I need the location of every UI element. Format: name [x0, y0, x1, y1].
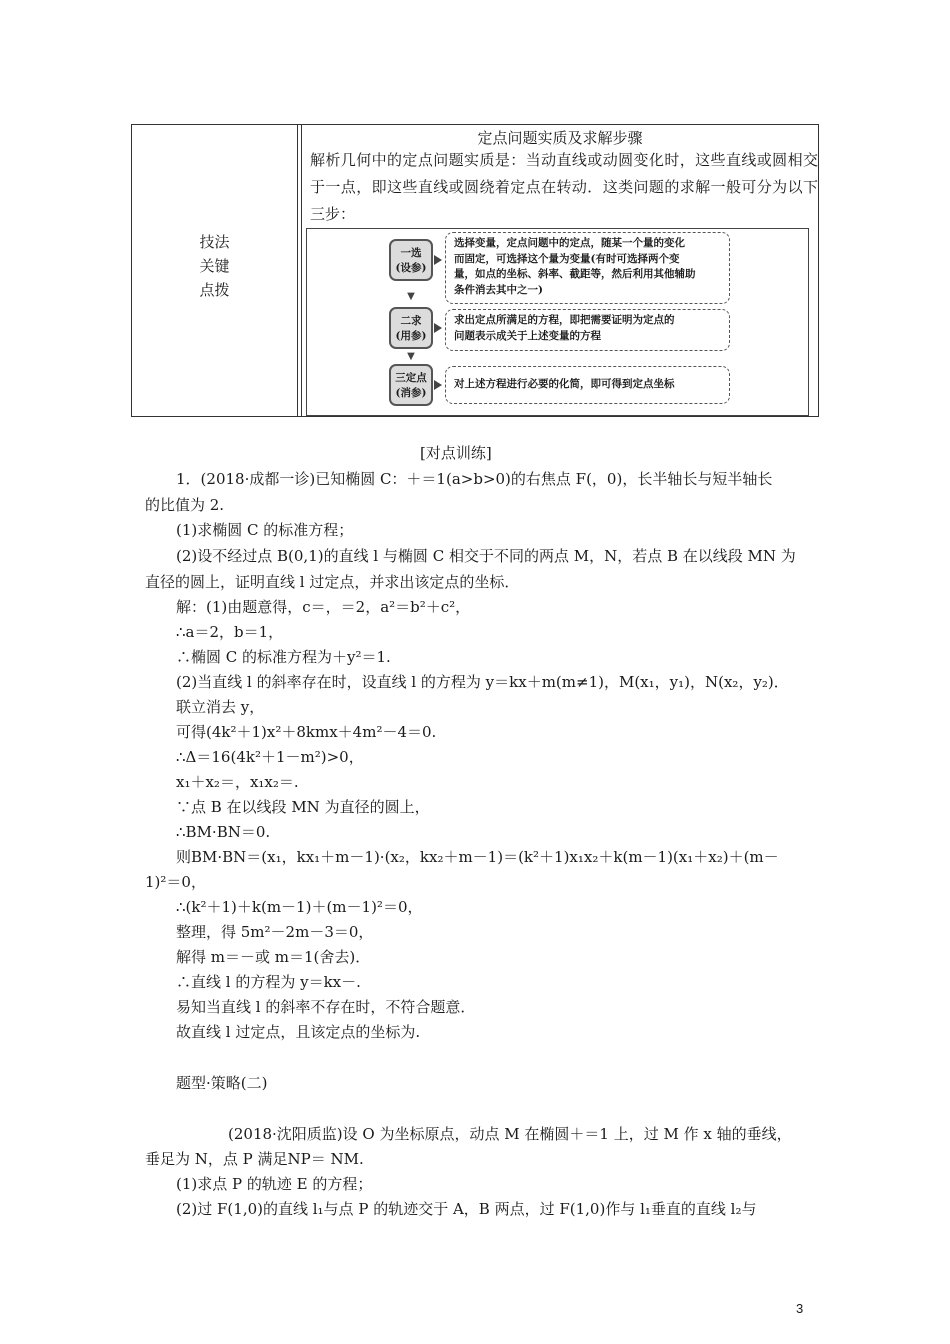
desc-line: 问题表示成关于上述变量的方程 — [454, 329, 601, 342]
arrow-right-icon — [434, 323, 442, 333]
desc-line: 选择变量，定点问题中的定点，随某一个量的变化 — [454, 237, 685, 249]
text-line: ∴a＝2，b＝1， — [176, 623, 284, 641]
table-cell-title: 定点问题实质及求解步骤 — [477, 129, 643, 147]
text-line: 则BM·BN＝(x₁，kx₁＋m－1)·(x₂，kx₂＋m－1)＝(k²＋1)x₁x₂＋k(m－1)(x₁＋x₂)＋(m－ — [176, 848, 779, 866]
text-line: 垂足为 N，点 P 满足NP＝ NM. — [145, 1150, 364, 1168]
text-line: (2018·沈阳质监)设 O 为坐标原点，动点 M 在椭圆＋＝1 上，过 M 作 x 轴的垂线， — [228, 1125, 792, 1143]
step-subname: (设参) — [395, 262, 427, 274]
text-line: x₁＋x₂＝，x₁x₂＝. — [176, 773, 299, 791]
text-line: ∴椭圆 C 的标准方程为＋y²＝1. — [176, 648, 391, 666]
arrow-right-icon — [434, 255, 442, 265]
table-cell-intro: 解析几何中的定点问题实质是：当动直线或动圆变化时，这些直线或圆相交于一点，即这些直线或圆绕着定点在转动．这类问题的求解一般可分为以下三步： — [310, 151, 818, 223]
text-line: 易知当直线 l 的斜率不存在时，不符合题意． — [176, 998, 476, 1016]
desc-line: 而固定，可选择这个量为变量(有时可选择两个变 — [454, 252, 680, 265]
text-line: 的比值为 2. — [145, 496, 225, 514]
text-line: 1．(2018·成都一诊)已知椭圆 C：＋＝1(a>b>0)的右焦点 F(，0)，长半轴长与短半轴长 — [176, 470, 773, 488]
row-header-line: 技法 — [199, 233, 230, 251]
arrow-down-icon: ▼ — [407, 291, 415, 302]
text-line: ∵点 B 在以线段 MN 为直径的圆上， — [176, 798, 430, 816]
flow-diagram — [306, 228, 809, 416]
desc-line: 求出定点所满足的方程，即把需要证明为定点的 — [454, 314, 675, 326]
text-line: ∴BM·BN＝0. — [176, 823, 271, 841]
text-line: 可得(4k²＋1)x²＋8kmx＋4m²－4＝0. — [176, 723, 437, 741]
arrow-down-icon: ▼ — [407, 351, 415, 362]
step-name: 一选 — [400, 247, 422, 259]
subsection-title: 题型·策略(二) — [176, 1074, 268, 1092]
text-line: 联立消去 y， — [176, 698, 265, 716]
text-line: 1)²＝0， — [145, 873, 206, 891]
step-box-1 — [389, 239, 433, 281]
method-table — [131, 124, 819, 417]
text-line: 解得 m＝－或 m＝1(舍去)． — [176, 948, 371, 966]
row-header-line: 点拨 — [199, 281, 230, 299]
desc-line: 条件消去其中之一) — [454, 283, 543, 296]
text-line: 解：(1)由题意得，c＝，＝2，a²＝b²＋c²， — [176, 598, 471, 616]
text-line: (2)当直线 l 的斜率存在时，设直线 l 的方程为 y＝kx＋m(m≠1)，M(x₁，y₁)，N(x₂，y₂)． — [176, 673, 789, 691]
page-number: 3 — [796, 1301, 804, 1316]
step-subname: (消参) — [395, 387, 427, 399]
text-line: ∴Δ＝16(4k²＋1－m²)>0， — [176, 748, 364, 766]
text-line: (1)求椭圆 C 的标准方程； — [176, 521, 354, 539]
desc-line: 量，如点的坐标、斜率、截距等，然后利用其他辅助 — [454, 268, 696, 280]
step-desc-3 — [445, 366, 730, 404]
step-name: 二求 — [400, 315, 422, 327]
desc-line: 对上述方程进行必要的化简，即可得到定点坐标 — [454, 378, 675, 390]
text-line: ∴(k²＋1)＋k(m－1)＋(m－1)²＝0， — [176, 898, 423, 916]
table-row-header — [132, 230, 297, 302]
step-desc-2 — [445, 309, 730, 351]
step-box-3 — [389, 364, 433, 406]
text-line: (1)求点 P 的轨迹 E 的方程； — [176, 1175, 373, 1193]
text-line: ∴直线 l 的方程为 y＝kx－. — [176, 973, 361, 991]
text-line: 直径的圆上，证明直线 l 过定点，并求出该定点的坐标． — [145, 573, 520, 591]
section-title: [对点训练] — [420, 444, 492, 462]
table-divider — [297, 125, 298, 416]
step-box-2 — [389, 307, 433, 349]
text-line: 故直线 l 过定点，且该定点的坐标为. — [176, 1023, 421, 1041]
text-line: (2)过 F(1,0)的直线 l₁与点 P 的轨迹交于 A，B 两点，过 F(1,0)作与 l₁垂直的直线 l₂与 — [176, 1200, 757, 1218]
arrow-right-icon — [434, 380, 442, 390]
step-subname: (用参) — [395, 330, 427, 342]
text-line: (2)设不经过点 B(0,1)的直线 l 与椭圆 C 相交于不同的两点 M，N，若点 B 在以线段 MN 为 — [176, 547, 796, 565]
row-header-line: 关键 — [199, 257, 230, 275]
table-divider — [301, 125, 302, 416]
step-name: 三定点 — [395, 372, 427, 384]
step-desc-1 — [445, 232, 730, 304]
text-line: 整理，得 5m²－2m－3＝0， — [176, 923, 374, 941]
